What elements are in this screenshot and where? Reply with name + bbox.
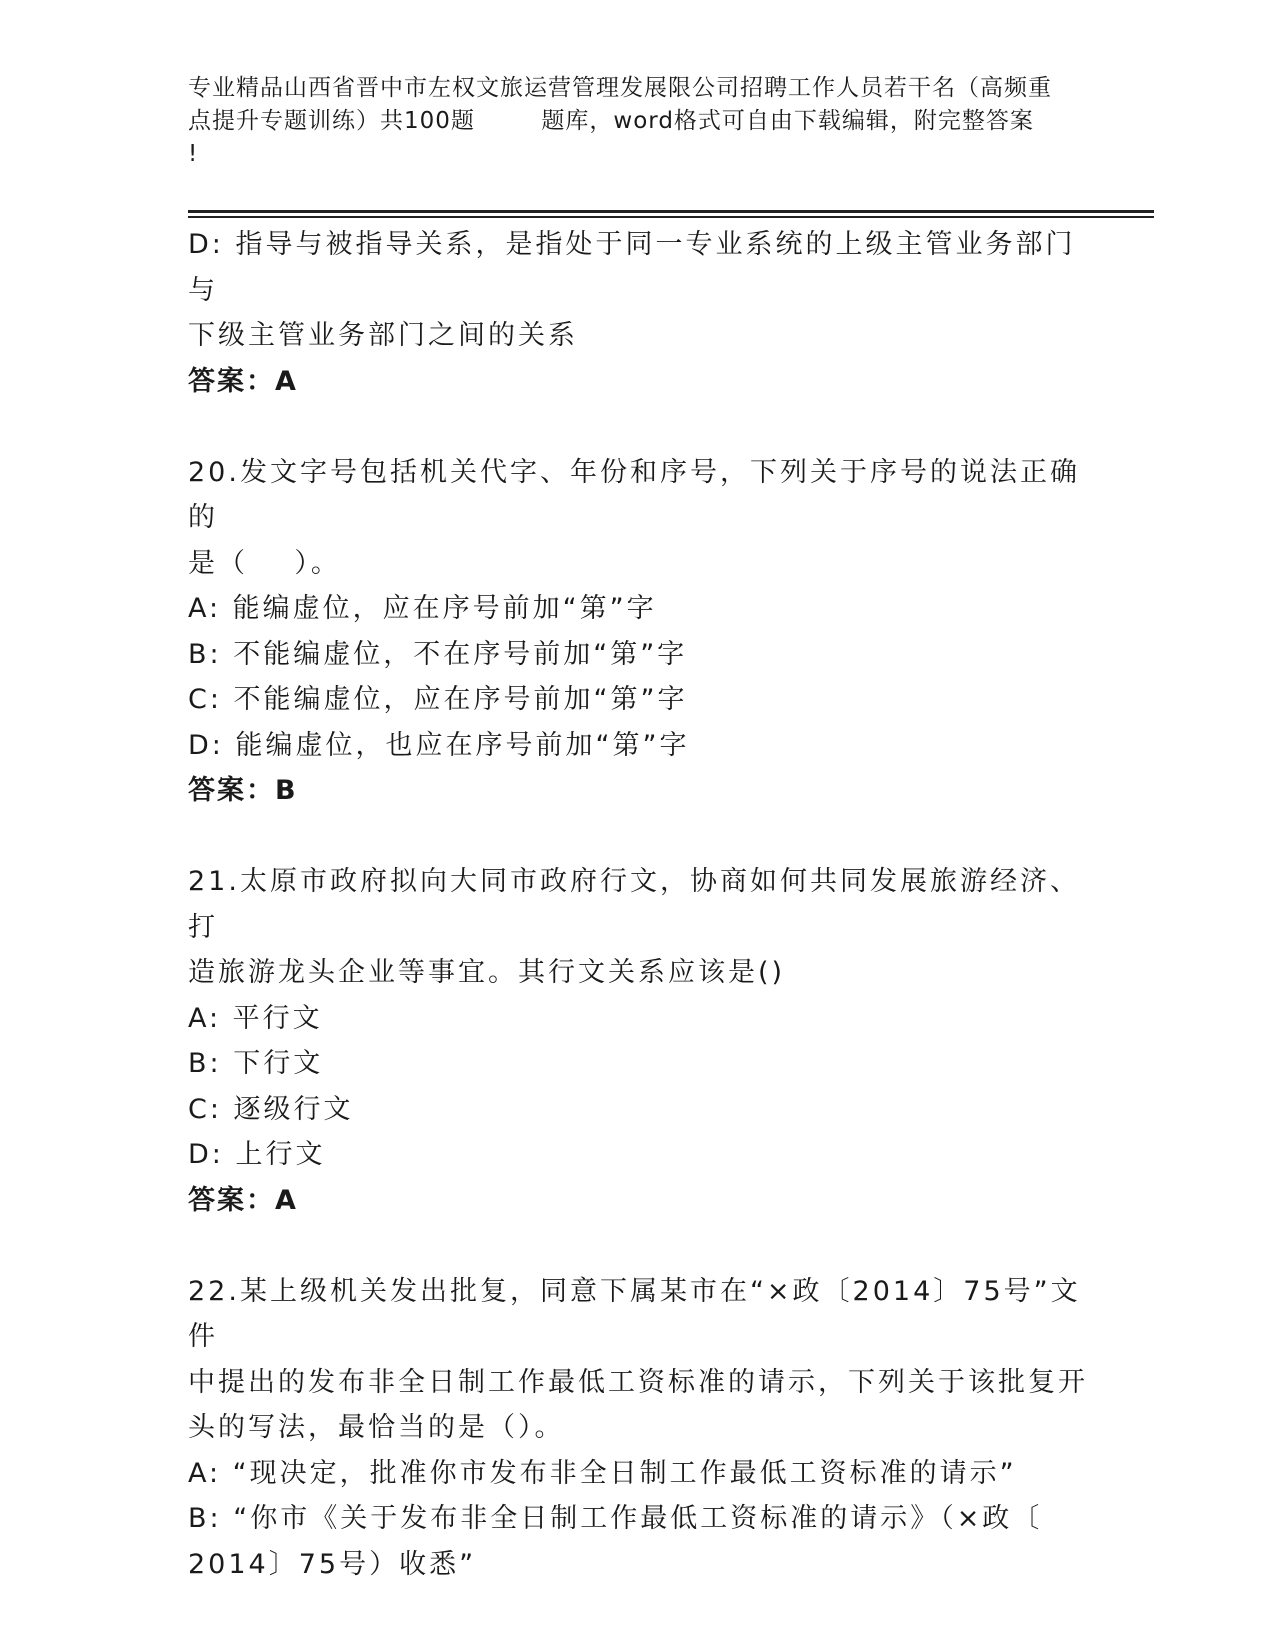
question-stem: 造旅游龙头企业等事宜。其行文关系应该是() xyxy=(188,957,786,988)
question-block-20 xyxy=(188,450,1088,814)
option-a: A: “现决定，批准你市发布非全日制工作最低工资标准的请示” xyxy=(188,1457,1017,1489)
spacer xyxy=(188,1223,1088,1269)
question-stem: 21.太原市政府拟向大同市政府行文，协商如何共同发展旅游经济、打 xyxy=(188,866,1080,943)
option-d-continued: 下级主管业务部门之间的关系 xyxy=(188,320,578,351)
header-line: ! xyxy=(188,141,199,167)
answer-label: 答案：B xyxy=(188,775,298,806)
question-stem: 22.某上级机关发出批复，同意下属某市在“×政〔2014〕75号”文件 xyxy=(188,1275,1081,1352)
option-b: B: 下行文 xyxy=(188,1048,324,1079)
answer-label: 答案：A xyxy=(188,365,298,397)
option-d: D: 上行文 xyxy=(188,1139,326,1170)
spacer xyxy=(188,814,1088,860)
option-a: A: 能编虚位，应在序号前加“第”字 xyxy=(188,593,657,624)
option-d: D: 能编虚位，也应在序号前加“第”字 xyxy=(188,729,690,761)
option-d: D: 指导与被指导关系，是指处于同一专业系统的上级主管业务部门与 xyxy=(188,229,1076,306)
question-block-22 xyxy=(188,1269,1088,1588)
header-divider-thick xyxy=(188,210,1154,213)
option-a: A: 平行文 xyxy=(188,1002,323,1034)
document-header xyxy=(188,72,1088,171)
header-divider-thin xyxy=(188,216,1154,218)
option-c: C: 不能编虚位，应在序号前加“第”字 xyxy=(188,684,688,715)
header-line: 专业精品山西省晋中市左权文旅运营管理发展限公司招聘工作人员若干名（高频重 xyxy=(188,75,1052,101)
question-stem: 20.发文字号包括机关代字、年份和序号，下列关于序号的说法正确的 xyxy=(188,456,1080,533)
question-block-21 xyxy=(188,859,1088,1223)
question-stem: 是（ ）。 xyxy=(188,547,341,579)
option-b-continued: 2014〕75号）收悉” xyxy=(188,1548,477,1580)
answer-label: 答案：A xyxy=(188,1184,298,1216)
question-block-prev xyxy=(188,222,1088,404)
header-line: 点提升专题训练）共100题 题库，word格式可自由下载编辑，附完整答案 xyxy=(188,108,1034,134)
header-divider xyxy=(188,210,1154,219)
option-b: B: “你市《关于发布非全日制工作最低工资标准的请示》（×政〔 xyxy=(188,1503,1043,1534)
spacer xyxy=(188,404,1088,450)
question-stem: 头的写法，最恰当的是（）。 xyxy=(188,1412,565,1443)
document-body xyxy=(188,222,1088,1587)
question-stem: 中提出的发布非全日制工作最低工资标准的请示，下列关于该批复开 xyxy=(188,1366,1088,1398)
option-c: C: 逐级行文 xyxy=(188,1093,354,1125)
option-b: B: 不能编虚位，不在序号前加“第”字 xyxy=(188,638,688,670)
